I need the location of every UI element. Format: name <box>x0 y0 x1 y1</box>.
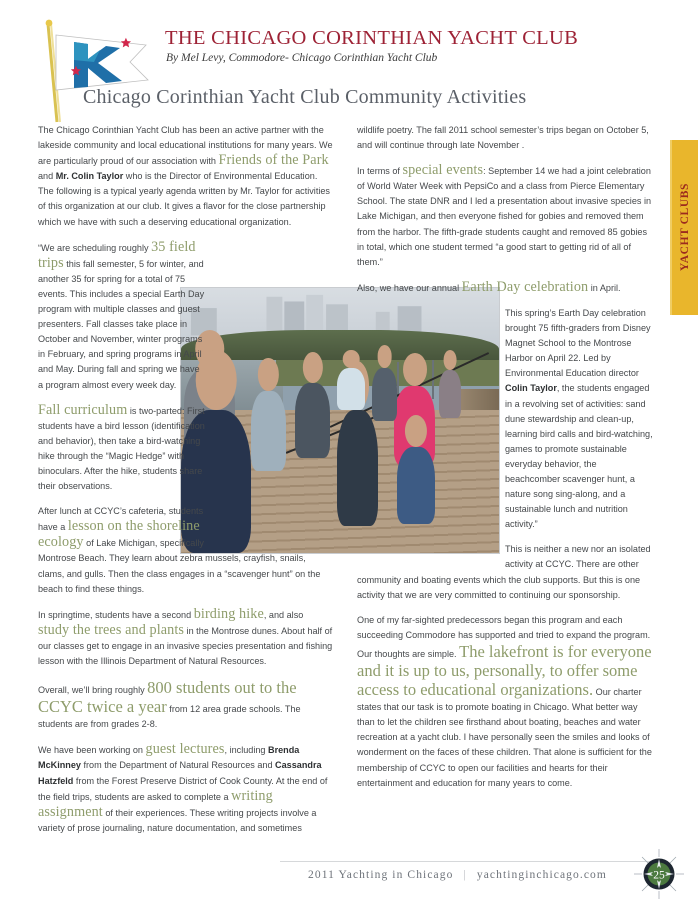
text-run: We have been working on <box>38 745 146 756</box>
footer-issue-label: 2011 Yachting in Chicago <box>308 869 454 881</box>
accent-phrase: 35 field trips <box>38 238 196 271</box>
text-run: , including <box>224 745 269 756</box>
bold-name: Colin Taylor <box>505 383 557 394</box>
text-run: In springtime, students have a second <box>38 609 194 620</box>
page-title: Chicago Corinthian Yacht Club Community Activities <box>83 86 527 108</box>
body-column-right <box>357 123 654 801</box>
text-run: from 12 area grade schools. The students are from grades 2-8. <box>38 704 301 730</box>
text-run: from the Forest Preserve District of Cook County. At the end of the field trips, students are asked to complete a <box>38 775 328 802</box>
text-run: Also, we have our annual <box>357 282 462 293</box>
text-run: in the Montrose dunes. About half of our classes get to engage in an invasive species presentation and fishing lesson with the Illinois Department of Natural Resources. <box>38 625 333 666</box>
accent-phrase: special events <box>402 162 484 179</box>
bold-name: Cassandra Hatzfeld <box>38 760 322 786</box>
bold-name: Brenda McKinney <box>38 745 300 771</box>
text-run: from the Department of Natural Resources and <box>80 760 276 771</box>
paragraph <box>38 679 334 732</box>
photo-wrap-spacer <box>206 240 334 538</box>
section-tab-label: YACHT CLUBS <box>679 183 691 272</box>
text-run: this fall semester, 5 for winter, and another 35 for spring for a total of 75 events. This includes a special Earth Day program with multiple classes and guest presenters. Fall classes take place in October and November, winter programs in February, and spring programs in April and May. During fall and spring we have a program almost every week day. <box>38 258 205 390</box>
accent-phrase: 800 students out to the CCYC twice a year <box>38 678 297 717</box>
paragraph <box>38 742 334 836</box>
text-run: Overall, we’ll bring roughly <box>38 685 148 696</box>
text-run: : September 14 we had a joint celebration of World Water Week with PepsiCo and a class from Pierce Elementary School. The state DNR and I led a presentation about invasive species in Lake Michigan, and then everyone fished for gobies and removed them from the harbor. The fifth-grade students caught and removed 85 gobies in total, which one student termed “a good start to getting rid of all of them.” <box>357 166 652 267</box>
paragraph <box>357 613 654 791</box>
text-run: in April. <box>588 282 621 293</box>
text-run: wildlife poetry. The fall 2011 school semester’s trips began on October 5, and will continue through late November . <box>357 125 649 151</box>
text-run: This spring’s Earth Day celebration brought 75 fifth-graders from Disney Magnet School to the Montrose Harbor on April 22. Led by Environmental Education director <box>505 307 651 379</box>
accent-phrase: Friends of the Park <box>218 152 329 169</box>
accent-phrase: writing assignment <box>38 787 273 820</box>
text-run: and <box>38 171 56 182</box>
text-run: , and also <box>263 609 304 620</box>
text-run: who is the Director of Environmental Education. The following is a typical yearly agenda written by Mr. Taylor for activities of this organization at our club. It gives a flavor for the close partnership which we have with such a deserving educational organization. <box>38 171 330 227</box>
text-run: The Chicago Corinthian Yacht Club has been an active partner with the lakeside community and local educational institutions for many years. We are particularly proud of our association with <box>38 125 333 167</box>
text-run: , the students engaged in a revolving set of activities: sand dune stewardship and clean-up, learning bird calls and bird-watching, games to promote sustainable everyday behavior, the beachcomber scavenger hunt, a nature song sing-along, and a sustainable lunch and nutrition activity.” <box>505 383 653 530</box>
paragraph <box>357 163 654 270</box>
paragraph <box>357 123 654 153</box>
accent-phrase: Fall curriculum <box>38 401 128 418</box>
text-run: Our charter states that our task is to promote boating in Chicago. What better way than to let the children see firsthand about boating, beaches and water recreation at a yacht club. I have personally seen the smiles and looks of wonderment on the faces of these children. That alone is sufficient for the membership of CCYC to open our facilities and hearts for their entertainment and education for many years to come. <box>357 687 652 788</box>
text-run: of their experiences. These writing projects involve a variety of prose journaling, nature documentation, and sometimes <box>38 807 317 833</box>
footer-separator: | <box>463 869 467 881</box>
text-run: “We are scheduling roughly <box>38 242 152 253</box>
masthead <box>0 0 660 122</box>
compass-rose-page-badge-icon <box>633 848 685 900</box>
section-tab-yacht-clubs[interactable] <box>670 140 698 315</box>
text-run: is two-parted: First students have a bird lesson (identification and behavior), then take a bird-watching hike through the “Magic Hedge” with binoculars. After the hike, students share their observations. <box>38 405 205 492</box>
paragraph <box>38 607 334 669</box>
text-run: This is neither a new nor an isolated activity at CCYC. There are other community and boating events which the club supports. But this is one activity that we are very committed to continuing our sponsorship. <box>357 544 651 600</box>
footer <box>308 869 607 881</box>
accent-phrase: The lakefront is for everyone and it is up to us, personally, to offer some access to educational organizations. <box>357 641 652 700</box>
accent-phrase: study the trees and plants <box>38 621 185 638</box>
accent-phrase: guest lectures <box>145 741 225 758</box>
body-column-left <box>38 123 334 846</box>
accent-phrase: birding hike <box>193 605 264 622</box>
text-run: After lunch at CCYC’s cafeteria, students have a <box>38 506 204 533</box>
accent-phrase: lesson on the shoreline ecology <box>38 518 200 551</box>
bold-name: Mr. Colin Taylor <box>55 171 124 182</box>
accent-phrase: Earth Day celebration <box>461 278 589 295</box>
text-run: In terms of <box>357 166 403 177</box>
footer-website[interactable]: yachtinginchicago.com <box>476 869 607 881</box>
paragraph <box>357 280 654 296</box>
photo-wrap-spacer <box>357 306 505 561</box>
publication-title: THE CHICAGO CORINTHIAN YACHT CLUB <box>165 27 579 49</box>
footer-divider <box>280 861 650 862</box>
page-number: 25 <box>653 869 665 882</box>
text-run: One of my far-sighted predecessors began this program and each succeeding Commodore has supported and tried to expand the program. Our thoughts are simple. <box>357 614 651 659</box>
text-run: of Lake Michigan, specifically Montrose Beach. They learn about zebra mussels, crayfish, snails, clams, and gulls. Then the class engages in a “scavenger hunt” on the beach to find these things. <box>38 538 321 594</box>
paragraph <box>38 123 334 230</box>
byline: By Mel Levy, Commodore- Chicago Corinthian Yacht Club <box>166 52 438 64</box>
